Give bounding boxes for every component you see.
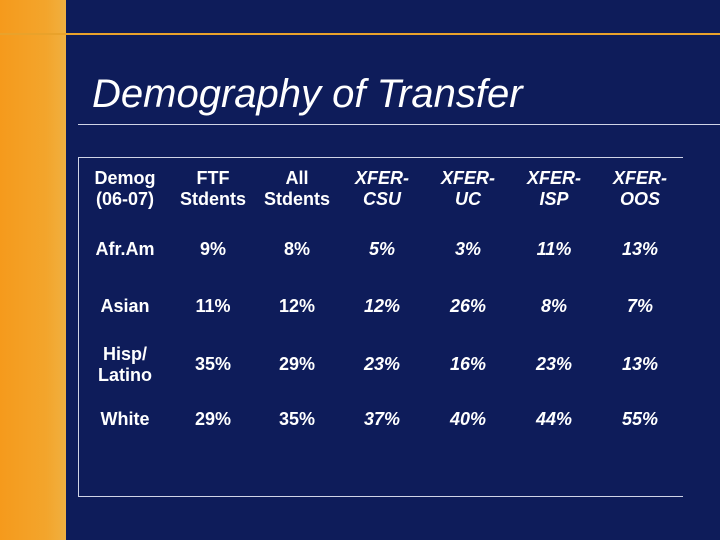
row-label-line: Hisp/ [102,343,147,364]
table-row [79,335,683,394]
slide-title: Demography of Transfer [92,72,523,116]
row-label-line: Latino [98,364,152,385]
table-row [79,394,683,444]
column-header-line: (06-07) [95,189,155,209]
table-cell: 29% [194,408,232,429]
table-cell: 8% [540,296,567,316]
table-cell: 12% [278,296,316,316]
table-cell: 35% [194,354,232,374]
column-header-xfer-uc [425,158,511,220]
table-cell: 37% [363,408,401,429]
table-header-row [79,158,683,220]
column-header-line: Stdents [263,189,330,209]
column-header-ftf [171,158,255,220]
column-header-line: XFER- [527,168,581,188]
column-header-line: UC [455,189,481,209]
column-header-xfer-oos [597,158,683,220]
table-cell: 23% [363,354,401,374]
table-cell: 35% [278,408,316,429]
table-cell: 13% [621,354,659,374]
demography-table-frame [78,157,683,497]
column-header-xfer-csu [339,158,425,220]
table-cell: 12% [363,296,401,316]
column-header-line: XFER- [441,168,495,188]
column-header-all [255,158,339,220]
table-row [79,278,683,335]
top-accent-line [0,33,720,35]
table-row [79,220,683,278]
table-cell: 44% [535,408,573,429]
row-label-line: Asian [100,296,150,316]
table-cell: 5% [368,238,395,259]
row-label [79,335,171,394]
column-header-line: All [285,168,309,188]
column-header-line: FTF [196,168,230,188]
title-divider [78,124,720,125]
table-cell: 26% [449,296,487,316]
table-cell: 23% [535,354,573,374]
table-cell: 16% [449,354,487,374]
left-accent-bar [0,0,66,540]
row-label-line: White [100,408,150,429]
column-header-line: XFER- [355,168,409,188]
row-label [79,278,171,335]
table-cell: 3% [454,238,481,259]
column-header-line: OOS [619,189,660,209]
demography-table [79,158,683,444]
table-cell: 40% [449,408,487,429]
column-header-line: Stdents [179,189,246,209]
row-label [79,220,171,278]
table-cell: 13% [621,238,659,259]
row-label [79,394,171,444]
table-cell: 11% [195,296,231,316]
column-header-line: Demog [94,168,156,188]
table-cell: 11% [536,238,572,259]
table-cell: 7% [626,296,653,316]
table-cell: 55% [621,408,659,429]
column-header-line: ISP [539,189,569,209]
table-cell: 8% [283,238,310,259]
row-label-line: Afr.Am [95,238,155,259]
column-header-line: CSU [362,189,401,209]
column-header-xfer-isp [511,158,597,220]
table-cell: 29% [278,354,316,374]
column-header-line: XFER- [613,168,667,188]
table-cell: 9% [199,238,226,259]
column-header-demog [79,158,171,220]
